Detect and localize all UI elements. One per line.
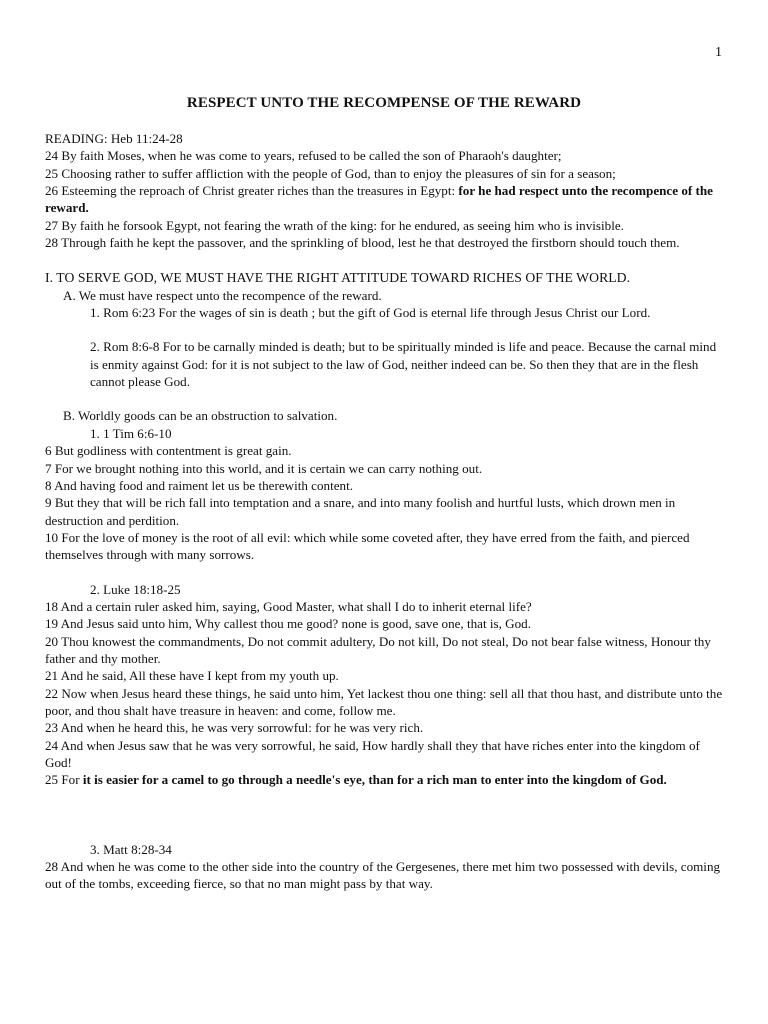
- verse-heb-28: 28 Through faith he kept the passover, and the sprinkling of blood, lest he that destroyed the firstborn should touch them.: [45, 235, 680, 251]
- outline-point-a: A. We must have respect unto the recompence of the reward.: [63, 287, 382, 303]
- verse-matt-28: 28 And when he was come to the other side into the country of the Gergesenes, there met him two possessed with devils, coming out of the tombs, exceeding fierce, so that no man might pass by that way.: [45, 859, 721, 892]
- page-title: RESPECT UNTO THE RECOMPENSE OF THE REWARD: [186, 95, 582, 111]
- verse-heb-25: 25 Choosing rather to suffer affliction with the people of God, than to enjoy the pleasures of sin for a season;: [45, 165, 616, 181]
- verse-tim-9: 9 But they that will be rich fall into temptation and a snare, and into many foolish and hurtful lusts, which drown men in destruction and perdition.: [45, 495, 676, 528]
- verse-luke-25: [45, 771, 725, 788]
- verse-luke-25-text: 25 For: [45, 772, 83, 788]
- verse-luke-21: 21 And he said, All these have I kept from my youth up.: [45, 668, 339, 684]
- outline-point-b3: 3. Matt 8:28-34: [90, 841, 172, 857]
- verse-luke-22: 22 Now when Jesus heard these things, he said unto him, Yet lackest thou one thing: sell all that thou hast, and distribute unto the poor, and thou shalt have treasure in heaven: and come, follow me.: [45, 685, 723, 718]
- outline-point-b2: 2. Luke 18:18-25: [90, 581, 181, 597]
- outline-point-i: I. TO SERVE GOD, WE MUST HAVE THE RIGHT ATTITUDE TOWARD RICHES OF THE WORLD.: [45, 270, 631, 286]
- verse-luke-25-emphasis: it is easier for a camel to go through a needle's eye, than for a rich man to enter into the kingdom of God.: [82, 772, 667, 788]
- verse-heb-26: [45, 182, 725, 217]
- reading-reference: READING: Heb 11:24-28: [45, 131, 183, 146]
- verse-heb-26-text: 26 Esteeming the reproach of Christ greater riches than the treasures in Egypt:: [45, 183, 459, 199]
- verse-tim-6: 6 But godliness with contentment is great gain.: [45, 443, 292, 459]
- verse-luke-20: 20 Thou knowest the commandments, Do not commit adultery, Do not kill, Do not steal, Do not bear false witness, Honour thy father and thy mother.: [45, 633, 711, 666]
- outline-point-a1: 1. Rom 6:23 For the wages of sin is death ; but the gift of God is eternal life through Jesus Christ our Lord.: [90, 305, 651, 321]
- verse-luke-23: 23 And when he heard this, he was very sorrowful: for he was very rich.: [45, 720, 424, 736]
- verse-luke-18: 18 And a certain ruler asked him, saying, Good Master, what shall I do to inherit eternal life?: [45, 598, 532, 614]
- document-body: [45, 130, 725, 893]
- verse-luke-24: 24 And when Jesus saw that he was very sorrowful, he said, How hardly shall they that have riches enter into the kingdom of God!: [45, 737, 700, 770]
- verse-tim-10: 10 For the love of money is the root of all evil: which while some coveted after, they have erred from the faith, and pierced themselves through with many sorrows.: [45, 529, 690, 563]
- outline-point-a2: 2. Rom 8:6-8 For to be carnally minded is death; but to be spiritually minded is life and peace. Because the carnal mind is enmity against God: for it is not subject to the law of God, neither indeed can be. So then they that are in the flesh cannot please God.: [90, 339, 717, 390]
- verse-heb-27: 27 By faith he forsook Egypt, not fearing the wrath of the king: for he endured, as seeing him who is invisible.: [45, 217, 624, 233]
- outline-point-b1: 1. 1 Tim 6:6-10: [90, 425, 172, 441]
- outline-point-b: B. Worldly goods can be an obstruction to salvation.: [63, 408, 338, 424]
- verse-tim-7: 7 For we brought nothing into this world, and it is certain we can carry nothing out.: [45, 460, 483, 476]
- verse-heb-26-emphasis: for he had respect unto the recompence of the reward.: [45, 183, 713, 216]
- page-number: 1: [715, 45, 722, 60]
- verse-tim-8: 8 And having food and raiment let us be therewith content.: [45, 477, 353, 493]
- verse-heb-24: 24 By faith Moses, when he was come to years, refused to be called the son of Pharaoh's daughter;: [45, 148, 562, 164]
- verse-luke-19: 19 And Jesus said unto him, Why callest thou me good? none is good, save one, that is, God.: [45, 616, 531, 632]
